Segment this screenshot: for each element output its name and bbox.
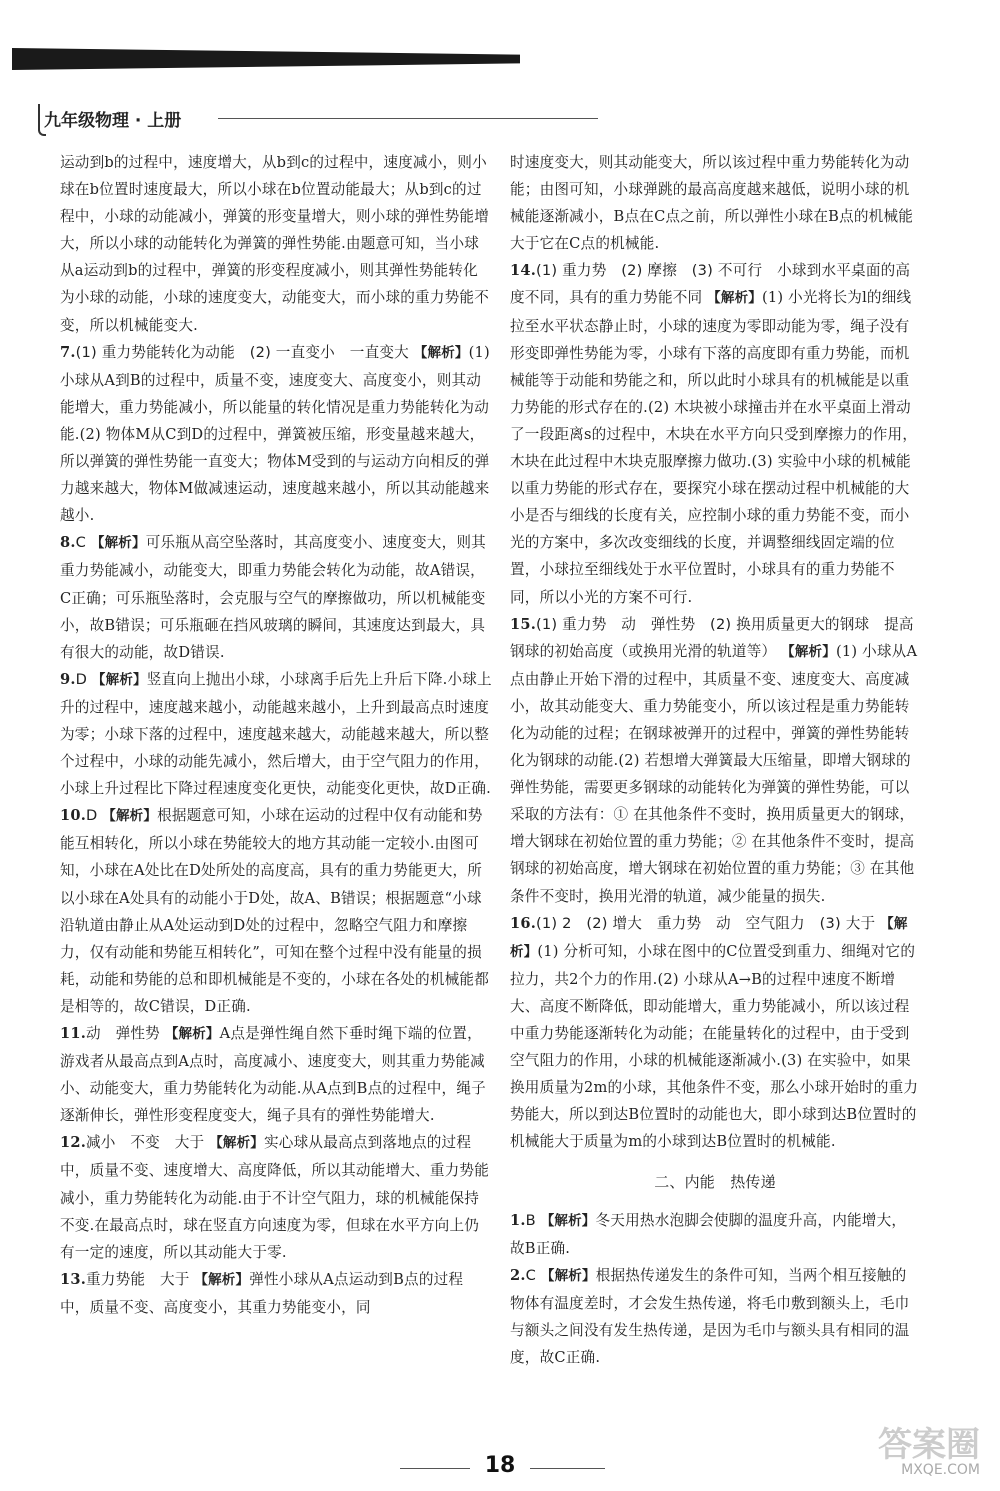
analysis-tag: 【解析】: [194, 1271, 250, 1288]
analysis-tag: 【解析】: [707, 290, 762, 307]
analysis-tag: 【解析】: [164, 1026, 220, 1042]
item-number: 1.: [510, 1211, 526, 1229]
item-explanation: A点是弹性绳自然下垂时绳下端的位置，游戏者从最高点到A点时，高度减小、速度变大，则其重力势能减小、动能变大，重力势能转化为动能.从A点到B点的过程中，绳子逐渐伸长，弹性形变程度变大，绳子具有的弹性势能增大.: [60, 1025, 486, 1125]
answer-item: [60, 339, 492, 530]
page-footer: [0, 1453, 1000, 1478]
q13-continuation: 时速度变大，则其动能变大，所以该过程中重力势能转化为动能；由图可知，小球弹跳的最高高度越来越低，说明小球的机械能逐渐减小，B点在C点之前，所以弹性小球在B点的机械能大于它在C点的机械能.: [510, 154, 914, 253]
item-answer: (1) 重力势能转化为动能 (2) 一直变小 一直变大: [75, 343, 409, 361]
item-answer: C: [75, 534, 87, 552]
analysis-tag: 【解析】: [781, 643, 836, 660]
item-explanation: (1) 分析可知，小球在图中的C位置受到重力、细绳对它的拉力，共2个力的作用.(2) 小球从A→B的过程中速度不断增大、高度不断降低，即动能增大，重力势能减小，所以该过程中重力势能逐渐转化为动能；在能量转化的过程中，由于受到空气阻力的作用，小球的机械能逐渐减小.(3) 在实验中，如果换用质量为2m的小球，其他条件不变，那么小球开始时的重力势能大，所以到达B位置时的动能也大，即小球到达B位置时的机械能大于质量为m的小球到达B位置时的机械能.: [510, 942, 919, 1151]
item-answer: B: [525, 1211, 536, 1229]
answer-item: [60, 1129, 492, 1265]
answer-item: [510, 611, 920, 910]
answer-item: [510, 1207, 920, 1262]
item-explanation: 弹性小球从A点运动到B点的过程中，质量不变、高度变小，其重力势能变小，同: [60, 1270, 464, 1316]
watermark-logo: [878, 1425, 980, 1478]
answer-item: [60, 529, 492, 665]
item-number: 9.: [60, 670, 76, 688]
header-rule: [218, 118, 598, 119]
item-number: 15.: [510, 615, 536, 633]
item-number: 7.: [60, 343, 76, 361]
item-answer: 动 弹性势: [86, 1025, 160, 1042]
watermark-text: 答案圈: [878, 1425, 980, 1465]
item-number: 13.: [60, 1270, 86, 1288]
page-header-title: 九年级物理 · 上册: [44, 111, 182, 131]
top-decor-bar: [12, 48, 520, 70]
item-explanation: (1) 小球从A到B的过程中，质量不变，速度变大、高度变小，则其动能增大，重力势能减小，所以能量的转化情况是重力势能转化为动能.(2) 物体M从C到D的过程中，弹簧被压缩，形变量越来越大，所以弹簧的弹性势能一直变大；物体M受到的与运动方向相反的弹力越来越大，物体M做减速运动，速度越来越小，所以其动能越来越小.: [60, 343, 490, 525]
analysis-tag: 【解析】: [413, 344, 469, 361]
item-number: 11.: [60, 1025, 86, 1042]
item-explanation: 冬天用热水泡脚会使脚的温度升高，内能增大，故B正确.: [510, 1211, 907, 1257]
answer-item: [60, 802, 492, 1020]
analysis-tag: 【解析】: [209, 1135, 265, 1152]
answer-item: [510, 1262, 920, 1371]
analysis-tag: 【解析】: [510, 915, 908, 960]
item-explanation: 根据题意可知，小球在运动的过程中仅有动能和势能互相转化，所以小球在势能较大的地方其动能一定较小.由图可知，小球在A处比在D处所处的高度高，具有的重力势能更大，所以小球在A处具有的动能小于D处，故A、B错误；根据题意“小球沿轨道由静止从A处运动到D处的过程中，忽略空气阻力和摩擦力，仅有动能和势能互相转化”，可知在整个过程中没有能量的损耗，动能和势能的总和即机械能是不变的，小球在各处的机械能都是相等的，故C错误，D正确.: [60, 807, 490, 1015]
item-number: 10.: [60, 807, 86, 825]
item-explanation: 实心球从最高点到落地点的过程中，质量不变、速度增大、高度降低，所以其动能增大、重力势能减小，重力势能转化为动能.由于不计空气阻力，球的机械能保持不变.在最高点时，球在竖直方向速度为零，但球在水平方向上仍有一定的速度，所以其动能大于零.: [60, 1134, 490, 1261]
answer-item: [60, 1266, 492, 1321]
item-answer: D: [75, 670, 88, 688]
item-answer: D: [86, 807, 98, 825]
section-title: 二、内能 热传递: [654, 1173, 776, 1192]
item-answer: C: [525, 1266, 537, 1284]
answer-item: [60, 1020, 492, 1129]
item-answer: (1) 重力势 (2) 摩擦 (3) 不可行 小球到水平桌面的高度不同，具有的重力势能不同: [510, 262, 911, 307]
analysis-tag: 【解析】: [102, 808, 158, 825]
watermark-domain: MXQE.COM: [901, 1462, 980, 1478]
analysis-tag: 【解析】: [91, 671, 147, 688]
left-column: [60, 149, 492, 1321]
item-answer: (1) 2 (2) 增大 重力势 动 空气阻力 (3) 大于: [536, 914, 876, 932]
right-column: [510, 149, 920, 1371]
item-answer: 重力势能 大于: [86, 1270, 190, 1288]
item-explanation: 可乐瓶从高空坠落时，其高度变小、速度变大，则其重力势能减小，动能变大，即重力势能会转化为动能，故A错误，C正确；可乐瓶坠落时，会克服与空气的摩擦做功，所以机械能变小，故B错误；可乐瓶砸在挡风玻璃的瞬间，其速度达到最大，具有很大的动能，故D错误.: [60, 534, 486, 661]
page-number: 18: [484, 1453, 516, 1478]
item-number: 14.: [510, 262, 536, 280]
answer-item: [510, 910, 920, 1156]
q6-continuation: 运动到b的过程中，速度增大，从b到c的过程中，速度减小，则小球在b位置时速度最大，所以小球在b位置动能最大；从b到c的过程中，小球的动能减小，弹簧的形变量增大，则小球的弹性势能增大，所以小球的动能转化为弹簧的弹性势能.由题意可知，当小球从a运动到b的过程中，弹簧的形变程度减小，则其弹性势能转化为小球的动能，小球的速度变大，动能变大，而小球的重力势能不变，所以机械能变大.: [60, 154, 490, 334]
item-number: 2.: [510, 1266, 526, 1284]
item-number: 12.: [60, 1134, 86, 1152]
item-number: 16.: [510, 914, 536, 932]
item-explanation: (1) 小光将长为l的细线拉至水平状态静止时，小球的速度为零即动能为零，绳子没有形变即弹性势能为零，小球有下落的高度即有重力势能，而机械能等于动能和势能之和，所以此时小球具有的机械能是以重力势能的形式存在的.(2) 木块被小球撞击并在水平桌面上滑动了一段距离s的过程中，木块在水平方向只受到摩擦力的作用，木块在此过程中木块克服摩擦力做功.(3) 实验中小球的机械能以重力势能的形式存在，要探究小球在摆动过程中机械能的大小是否与细线的长度有关，应控制小球的重力势能不变，而小光的方案中，多次改变细线的长度，并调整细线固定端的位置，小球拉至细线处于水平位置时，小球具有的重力势能不同，所以小光的方案不可行.: [510, 289, 918, 606]
answer-item: [510, 257, 920, 610]
item-explanation: (1) 小球从A点由静止开始下滑的过程中，其质量不变、速度变大、高度减小，故其动能变大、重力势能变小，所以该过程是重力势能转化为动能的过程；在钢球被弹开的过程中，弹簧的弹性势能转化为钢球的动能.(2) 若想增大弹簧最大压缩量，即增大钢球的弹性势能，需要更多钢球的动能转化为弹簧的弹性势能，可以采取的方法有：① 在其他条件不变时，换用质量更大的钢球，增大钢球在初始位置的重力势能；② 在其他条件不变时，提高钢球的初始高度，增大钢球在初始位置的重力势能；③ 在其他条件不变时，换用光滑的轨道，减少能量的损失.: [510, 642, 918, 905]
item-answer: (1) 重力势 动 弹性势 (2) 换用质量更大的钢球 提高钢球的初始高度（或换用光滑的轨道等）: [510, 615, 914, 660]
footer-rule-right: [530, 1468, 605, 1469]
item-answer: 减小 不变 大于: [86, 1134, 205, 1152]
item-number: 8.: [60, 534, 76, 552]
answer-item: [60, 666, 492, 802]
item-explanation: 根据热传递发生的条件可知，当两个相互接触的物体有温度差时，才会发生热传递，将毛巾敷到额头上，毛巾与额头之间没有发生热传递，是因为毛巾与额头具有相同的温度，故C正确.: [510, 1266, 910, 1367]
analysis-tag: 【解析】: [540, 1212, 596, 1229]
analysis-tag: 【解析】: [540, 1267, 596, 1284]
analysis-tag: 【解析】: [90, 535, 146, 552]
item-explanation: 竖直向上抛出小球，小球离手后先上升后下降.小球上升的过程中，速度越来越小，动能越来越小，上升到最高点时速度为零；小球下落的过程中，速度越来越大，动能越来越大，所以整个过程中，小球的动能先减小，然后增大，由于空气阻力的作用，小球上升过程比下降过程速度变化更快，动能变化更快，故D正确.: [60, 670, 492, 798]
